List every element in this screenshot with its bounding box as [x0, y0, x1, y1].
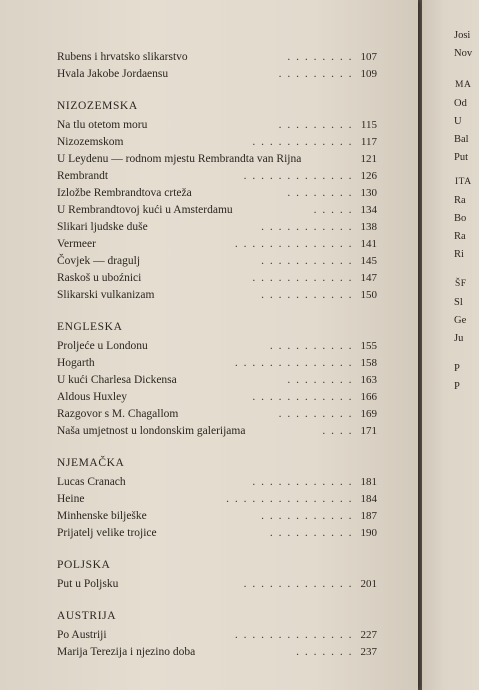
entry-title: Put u Poljsku: [57, 578, 119, 590]
toc-entry: [57, 253, 377, 270]
toc-entry: [57, 627, 377, 644]
entry-title: U kući Charlesa Dickensa: [57, 374, 177, 386]
page-number: 163: [360, 374, 377, 386]
page-number: 147: [360, 272, 377, 284]
toc-entry: [57, 270, 377, 287]
page-number: 109: [360, 68, 377, 80]
dot-leader: . . . . . . . .: [287, 374, 353, 386]
dot-leader: . . . . . . . . . . . . .: [243, 578, 353, 590]
toc-entry: [57, 389, 377, 406]
facing-page-line: Od: [454, 98, 467, 109]
entry-title: Po Austriji: [57, 629, 107, 641]
toc-entry: [57, 134, 377, 151]
toc-entry: [57, 202, 377, 219]
section-heading: ENGLESKA: [57, 321, 123, 333]
entry-title: Minhenske bilješke: [57, 510, 147, 522]
entry-title: Aldous Huxley: [57, 391, 127, 403]
page-number: 227: [360, 629, 377, 641]
page-number: 171: [360, 425, 377, 437]
entry-title: Hogarth: [57, 357, 95, 369]
dot-leader: . . . . . . . . . . . .: [252, 391, 353, 403]
entry-title: Hvala Jakobe Jordaensu: [57, 68, 169, 80]
facing-page-line: Bo: [454, 213, 467, 224]
facing-page-line: Josi: [454, 30, 471, 41]
section-heading: NJEMAČKA: [57, 457, 125, 469]
entry-title: Rembrandt: [57, 170, 109, 182]
section-heading: NIZOZEMSKA: [57, 100, 138, 112]
toc-entry: [57, 406, 377, 423]
page-number: 184: [360, 493, 377, 505]
page-number: 158: [360, 357, 377, 369]
dot-leader: . . . . . . .: [296, 646, 353, 658]
toc-entry: [57, 66, 377, 83]
facing-page-line: Ge: [454, 315, 467, 326]
toc-section: [57, 557, 377, 593]
toc-section: [57, 319, 377, 440]
toc-entry: [57, 219, 377, 236]
page-number: 181: [360, 476, 377, 488]
entry-title: Naša umjetnost u londonskim galerijama: [57, 425, 246, 437]
toc-entry: [57, 185, 377, 202]
dot-leader: . . . . . . . . . . .: [261, 510, 353, 522]
entry-title: Raskoš u uboźnici: [57, 272, 142, 284]
entry-title: Razgovor s M. Chagallom: [57, 408, 179, 420]
entry-title: Marija Terezija i njezino doba: [57, 646, 196, 658]
facing-page-line: U: [454, 116, 462, 127]
toc-entry: [57, 576, 377, 593]
right-page-edge: [422, 0, 479, 690]
toc-entry: [57, 423, 377, 440]
toc-entry: [57, 355, 377, 372]
entry-title: Nizozemskom: [57, 136, 124, 148]
dot-leader: . . . . . . . . . . . .: [252, 272, 353, 284]
facing-page-heading: ŠF: [455, 279, 467, 289]
page-number: 145: [360, 255, 377, 267]
toc-entry: [57, 168, 377, 185]
toc-entry: [57, 151, 377, 168]
dot-leader: . . . . . . . . . . . . . .: [234, 357, 353, 369]
entry-title: Heine: [57, 493, 85, 505]
entry-title: Slikarski vulkanizam: [57, 289, 155, 301]
entry-title: Vermeer: [57, 238, 96, 250]
entry-title: Na tlu otetom moru: [57, 119, 148, 131]
dot-leader: . . . . . . . . . .: [269, 340, 353, 352]
facing-page-heading: ITA: [455, 177, 472, 187]
page-number: 115: [360, 119, 377, 131]
page-number: 169: [360, 408, 377, 420]
page-number: 155: [360, 340, 377, 352]
facing-page-line: Bal: [454, 134, 469, 145]
facing-page-line: Sl: [454, 297, 463, 308]
facing-page-line: Put: [454, 152, 469, 163]
entry-title: U Leydenu — rodnom mjestu Rembrandta van Rijna: [57, 153, 302, 165]
toc-entry: [57, 644, 377, 661]
page-number: 201: [360, 578, 377, 590]
page-number: 107: [360, 51, 377, 63]
section-heading: POLJSKA: [57, 559, 111, 571]
dot-leader: . . . . . . . . . . .: [261, 221, 353, 233]
page-number: 130: [360, 187, 377, 199]
toc-section: [57, 49, 377, 83]
toc-entry: [57, 474, 377, 491]
entry-title: U Rembrandtovoj kući u Amsterdamu: [57, 204, 233, 216]
dot-leader: . . . . . . . . . . . . . .: [234, 238, 353, 250]
dot-leader: . . . . . . . . . . . . . .: [234, 629, 353, 641]
toc-section: [57, 455, 377, 542]
toc-entry: [57, 372, 377, 389]
entry-title: Lucas Cranach: [57, 476, 126, 488]
entry-title: Slikari ljudske duše: [57, 221, 148, 233]
toc-entry: [57, 508, 377, 525]
table-of-contents: [57, 49, 377, 676]
toc-entry: [57, 236, 377, 253]
page-number: 190: [360, 527, 377, 539]
entry-title: Rubens i hrvatsko slikarstvo: [57, 51, 188, 63]
toc-entry: [57, 287, 377, 304]
dot-leader: . . . . . . . . . . .: [261, 255, 353, 267]
facing-page-line: P: [454, 381, 460, 392]
page-number: 150: [360, 289, 377, 301]
toc-entry: [57, 338, 377, 355]
page-number: 117: [360, 136, 377, 148]
dot-leader: . . . . . . . .: [287, 187, 353, 199]
dot-leader: . . . . . . . . . . . . . . .: [226, 493, 353, 505]
dot-leader: . . . . . . . . .: [278, 119, 353, 131]
facing-page-line: Ra: [454, 195, 466, 206]
page-number: 134: [360, 204, 377, 216]
dot-leader: . . . .: [322, 425, 353, 437]
toc-section: [57, 608, 377, 661]
dot-leader: . . . . . . . . .: [278, 408, 353, 420]
page-number: 237: [360, 646, 377, 658]
entry-title: Izložbe Rembrandtova crteža: [57, 187, 192, 199]
toc-entry: [57, 491, 377, 508]
entry-title: Proljeće u Londonu: [57, 340, 148, 352]
facing-page-line: Ra: [454, 231, 466, 242]
facing-page-line: Ju: [454, 333, 464, 344]
dot-leader: . . . . . . . . . . . . .: [243, 170, 353, 182]
dot-leader: . . . . . . . . . . . .: [252, 476, 353, 488]
page-number: 126: [360, 170, 377, 182]
facing-page-heading: MA: [455, 80, 472, 90]
dot-leader: . . . . .: [313, 204, 353, 216]
page-number: 141: [360, 238, 377, 250]
dot-leader: . . . . . . . .: [287, 51, 353, 63]
toc-entry: [57, 117, 377, 134]
dot-leader: . . . . . . . . . . .: [261, 289, 353, 301]
facing-page-line: Nov: [454, 48, 473, 59]
section-heading: AUSTRIJA: [57, 610, 117, 622]
entry-title: Prijatelj velike trojice: [57, 527, 157, 539]
entry-title: Čovjek — dragulj: [57, 255, 141, 267]
page-number: 138: [360, 221, 377, 233]
page-number: 166: [360, 391, 377, 403]
page-number: 187: [360, 510, 377, 522]
facing-page-line: Ri: [454, 249, 464, 260]
dot-leader: . . . . . . . . . .: [269, 527, 353, 539]
toc-section: [57, 98, 377, 304]
facing-page-line: P: [454, 363, 460, 374]
toc-entry: [57, 525, 377, 542]
dot-leader: . . . . . . . . . . . .: [252, 136, 353, 148]
dot-leader: . . . . . . . . .: [278, 68, 353, 80]
page-number: 121: [360, 153, 377, 165]
toc-entry: [57, 49, 377, 66]
